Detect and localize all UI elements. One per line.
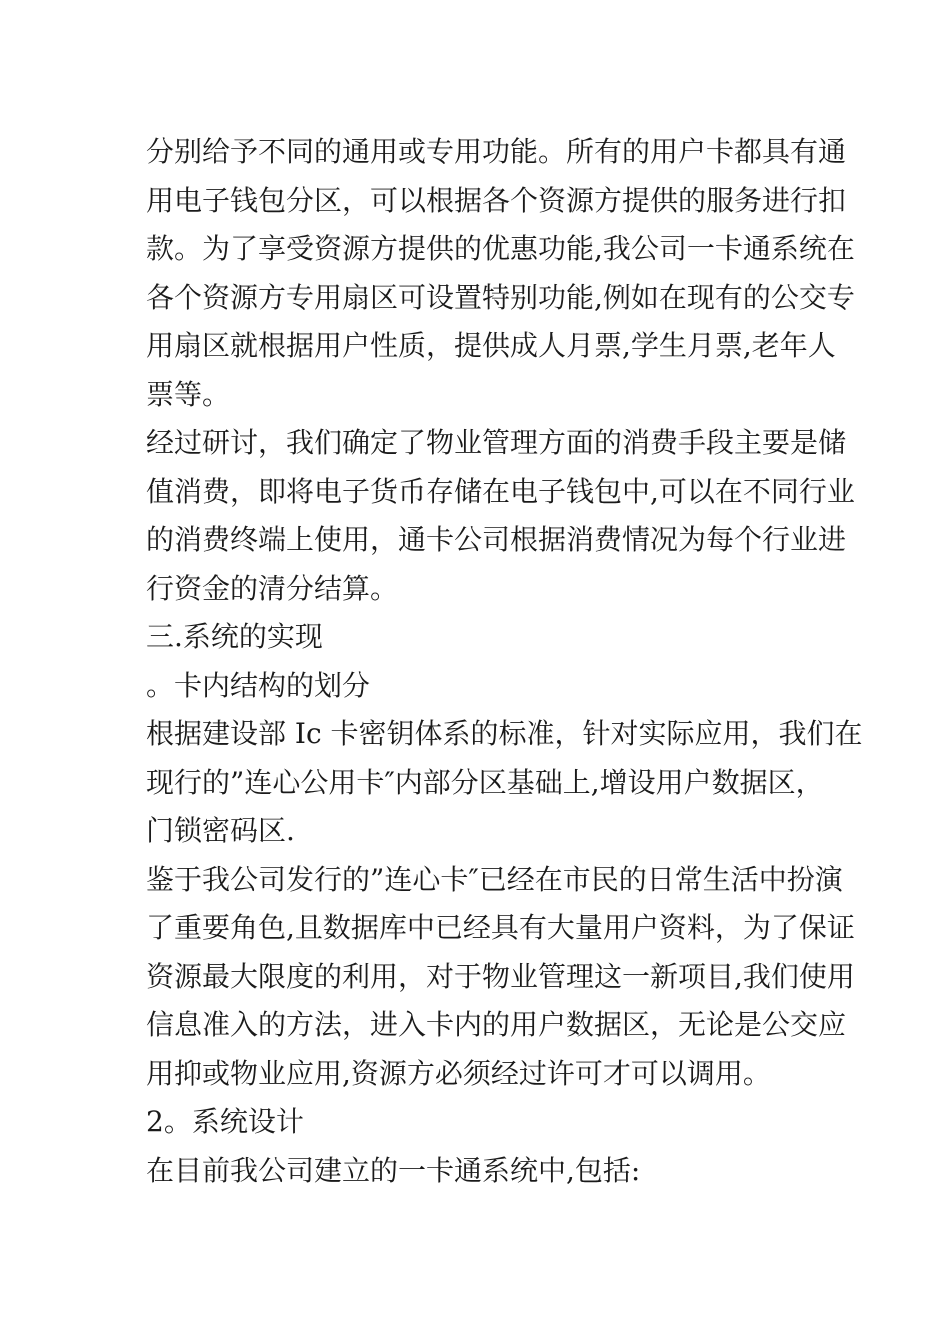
paragraph-line: 信息准入的方法，进入卡内的用户数据区，无论是公交应 xyxy=(146,1008,847,1041)
paragraph-line: 经过研讨，我们确定了物业管理方面的消费手段主要是储 xyxy=(146,426,847,459)
paragraph-line: 用电子钱包分区，可以根据各个资源方提供的服务进行扣 xyxy=(146,183,847,217)
paragraph-line: 用抑或物业应用,资源方必须经过许可才可以调用。 xyxy=(146,1056,771,1090)
paragraph-line: 分别给予不同的通用或专用功能。所有的用户卡都具有通 xyxy=(146,135,847,168)
paragraph-line: 值消费，即将电子货币存储在电子钱包中,可以在不同行业 xyxy=(146,474,855,508)
paragraph-line: 了重要角色,且数据库中已经具有大量用户资料，为了保证 xyxy=(146,911,855,944)
paragraph-line: 行资金的清分结算。 xyxy=(146,571,399,605)
paragraph-line: 鉴于我公司发行的”连心卡″已经在市民的日常生活中扮演 xyxy=(146,862,843,896)
paragraph-line: 用扇区就根据用户性质，提供成人月票,学生月票,老年人 xyxy=(146,329,836,362)
paragraph-line: 根据建设部 Ic 卡密钥体系的标准，针对实际应用，我们在 xyxy=(146,717,863,750)
subsection-heading: 。卡内结构的划分 xyxy=(146,668,371,702)
paragraph-line: 的消费终端上使用，通卡公司根据消费情况为每个行业进 xyxy=(146,523,847,556)
paragraph-line: 各个资源方专用扇区可设置特别功能,例如在现有的公交专 xyxy=(146,280,855,314)
section-heading: 三.系统的实现 xyxy=(146,620,323,653)
paragraph-line: 门锁密码区. xyxy=(146,814,295,847)
document-body xyxy=(146,128,863,1195)
paragraph-line: 票等。 xyxy=(146,377,231,411)
paragraph-line: 现行的”连心公用卡″内部分区基础上,增设用户数据区， xyxy=(146,765,824,799)
subsection-heading: 2。系统设计 xyxy=(146,1105,304,1138)
paragraph-line: 款。为了享受资源方提供的优惠功能,我公司一卡通系统在 xyxy=(146,232,855,265)
paragraph-line: 在目前我公司建立的一卡通系统中,包括: xyxy=(146,1153,641,1187)
paragraph-line: 资源最大限度的利用，对于物业管理这一新项目,我们使用 xyxy=(146,959,855,993)
